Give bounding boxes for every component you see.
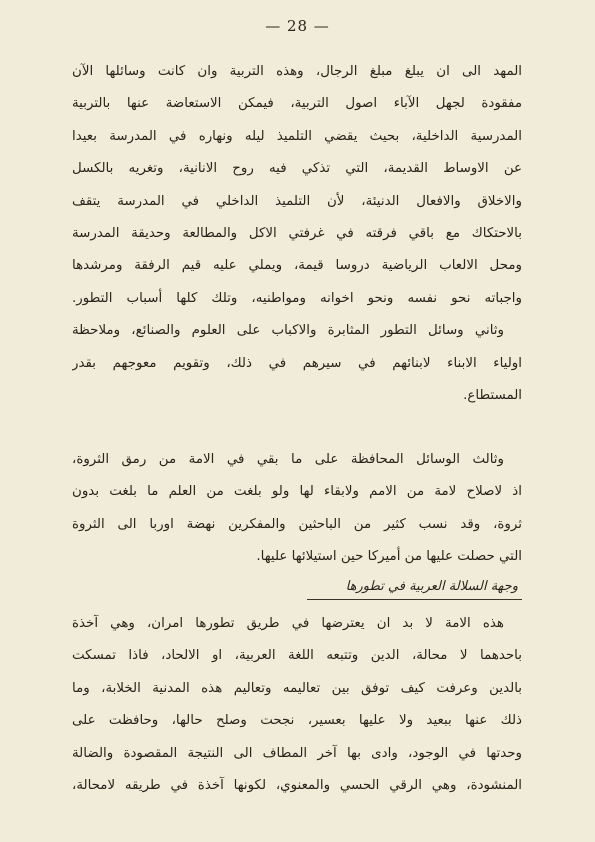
text-line: المستطاع.	[463, 387, 522, 403]
paragraph-2	[72, 444, 522, 574]
text-line: اولياء الابناء لابنائهم في سيرهم في ذلك، وتقويم معوجهم بقدر	[72, 355, 522, 371]
paragraph-3	[72, 608, 522, 802]
text-line: المنشودة، وهي الرقي الحسي والمعنوي، لكونها آخذة في طريقه لامحالة،	[72, 777, 522, 793]
text-line: اذ لاصلاح لامة من الامم ولابقاء لها ولو بلغت من العلم ما بلغت بدون	[72, 484, 522, 500]
text-line: ومحل الالعاب الرياضية دروسا قيمة، ويملي عليه قيم الرفقة ومرشدها	[72, 258, 522, 274]
text-line: وثالث الوسائل المحافظة على ما بقي في الامة من رمق الثروة،	[72, 452, 504, 467]
page-number: — 28 —	[265, 17, 330, 35]
text-line: التي حصلت عليها من أميركا حين استيلائها عليها.	[256, 549, 522, 565]
text-line: هذه الامة لا بد ان يعترضها في طريق تطورها امران، وهي آخذة	[72, 616, 504, 631]
section-heading: وجهة السلالة العربية في تطورها	[345, 579, 518, 594]
text-line: ذلك عنها ببعيد ولا عليها بعسير، نجحت وصلح حالها، وحافظت على	[72, 713, 522, 729]
text-line: باحدهما لا محالة، الدين وتتبعه اللغة العربية، او الالحاد، فاذا تمسكت	[72, 648, 522, 664]
text-line: والاخلاق والافعال الدنيئة، لأن التلميذ الداخلي في المدرسة يتقف	[72, 193, 522, 209]
text-line: بالاحتكاك مع باقي فرقته في غرفتي الاكل والمطالعة وحديقة المدرسة	[72, 225, 522, 241]
text-line: عن الاوساط القديمة، التي تذكي فيه روح الانانية، وتغريه بالكسل	[72, 161, 522, 177]
paragraph-1	[72, 56, 522, 412]
text-line: المدرسية الداخلية، بحيث يقضي التلميذ ليله ونهاره في المدرسة بعيدا	[72, 128, 522, 144]
heading-underline	[307, 599, 522, 600]
text-line: مفقودة لجهل الآباء اصول التربية، فيمكن الاستعاضة عنها بالتربية	[72, 96, 522, 112]
text-line: المهد الى ان يبلغ مبلغ الرجال، وهذه التربية وان كانت وسائلها الآن	[72, 64, 522, 79]
text-line: وثاني وسائل التطور المثابرة والاكباب على العلوم والصنائع، وملاحظة	[72, 323, 504, 339]
text-line: ثروة، وقد نسب كثير من الباحثين والمفكرين نهضة اوربا الى الثروة	[72, 516, 522, 532]
text-line: وحدتها في الوجود، وادى بها آخر المطاف الى النتيجة المقصودة والضالة	[72, 745, 522, 761]
text-line: بالدين وعرفت كيف توفق بين تعاليمه وتعاليم هذه المدنية الخلابة، وما	[72, 680, 522, 696]
text-line: واجباته نحو نفسه ونحو اخوانه ومواطنيه، وتلك كلها أسباب التطور.	[72, 290, 522, 306]
section-heading-block	[72, 572, 522, 602]
